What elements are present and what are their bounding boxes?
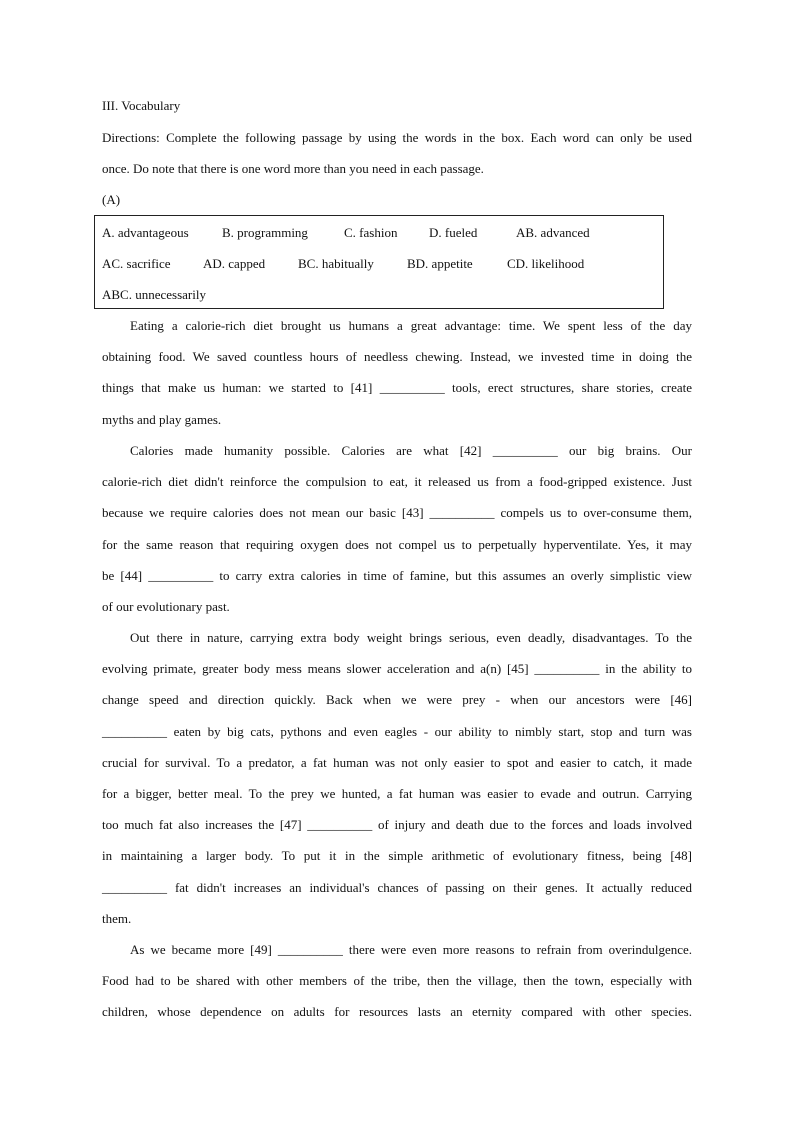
passage-line: for the same reason that requiring oxygen does not compel us to perpetually hyperventilate. Yes, it may	[102, 537, 692, 552]
passage-line: them.	[102, 911, 132, 926]
passage-line: in maintaining a larger body. To put it in the simple arithmetic of evolutionary fitness, being [48]	[102, 848, 692, 863]
passage-line: __________ fat didn't increases an individual's chances of passing on their genes. It actually reduced	[102, 880, 692, 895]
passage-line: Food had to be shared with other members of the tribe, then the village, then the town, especially with	[102, 973, 692, 988]
directions-line-2: once. Do note that there is one word more than you need in each passage.	[102, 161, 484, 176]
passage-line: for a bigger, better meal. To the prey we hunted, a fat human was easier to evade and outrun. Carrying	[102, 786, 692, 801]
word-option: AB. advanced	[516, 225, 590, 240]
passage-line: because we require calories does not mean our basic [43] __________ compels us to over-consume them,	[102, 505, 692, 520]
passage-line: be [44] __________ to carry extra calories in time of famine, but this assumes an overly simplistic view	[102, 568, 692, 583]
passage-line: too much fat also increases the [47] __________ of injury and death due to the forces and loads involved	[102, 817, 692, 832]
passage-line: As we became more [49] __________ there were even more reasons to refrain from overindulgence.	[130, 942, 692, 957]
passage-line: change speed and direction quickly. Back when we were prey - when our ancestors were [46]	[102, 692, 692, 707]
passage-line: __________ eaten by big cats, pythons and even eagles - our ability to nimbly start, stop and turn was	[102, 724, 692, 739]
word-option: BD. appetite	[407, 256, 473, 271]
passage-line: of our evolutionary past.	[102, 599, 230, 614]
passage-line: calorie-rich diet didn't reinforce the compulsion to eat, it released us from a food-gripped existence. Just	[102, 474, 692, 489]
passage-line: crucial for survival. To a predator, a fat human was not only easier to spot and easier to catch, it made	[102, 755, 692, 770]
word-option: C. fashion	[344, 225, 398, 240]
word-option: AC. sacrifice	[102, 256, 171, 271]
word-box	[94, 215, 664, 309]
passage-line: children, whose dependence on adults for resources lasts an eternity compared with other species.	[102, 1004, 692, 1019]
word-option: B. programming	[222, 225, 308, 240]
directions-line-1: Directions: Complete the following passage by using the words in the box. Each word can only be used	[102, 130, 692, 145]
word-option: BC. habitually	[298, 256, 374, 271]
passage-line: obtaining food. We saved countless hours of needless chewing. Instead, we invested time in doing the	[102, 349, 692, 364]
passage-line: Eating a calorie-rich diet brought us humans a great advantage: time. We spent less of the day	[130, 318, 692, 333]
passage-line: Calories made humanity possible. Calories are what [42] __________ our big brains. Our	[130, 443, 692, 458]
word-option: D. fueled	[429, 225, 478, 240]
word-option: CD. likelihood	[507, 256, 585, 271]
word-option: A. advantageous	[102, 225, 189, 240]
passage-line: evolving primate, greater body mess means slower acceleration and a(n) [45] __________ in the ability to	[102, 661, 692, 676]
section-heading: III. Vocabulary	[102, 98, 181, 113]
passage-line: Out there in nature, carrying extra body weight brings serious, even deadly, disadvantages. To the	[130, 630, 692, 645]
passage-line: things that make us human: we started to [41] __________ tools, erect structures, share stories, create	[102, 380, 692, 395]
word-option: ABC. unnecessarily	[102, 287, 206, 302]
word-option: AD. capped	[203, 256, 266, 271]
part-label: (A)	[102, 192, 121, 207]
passage-line: myths and play games.	[102, 412, 222, 427]
